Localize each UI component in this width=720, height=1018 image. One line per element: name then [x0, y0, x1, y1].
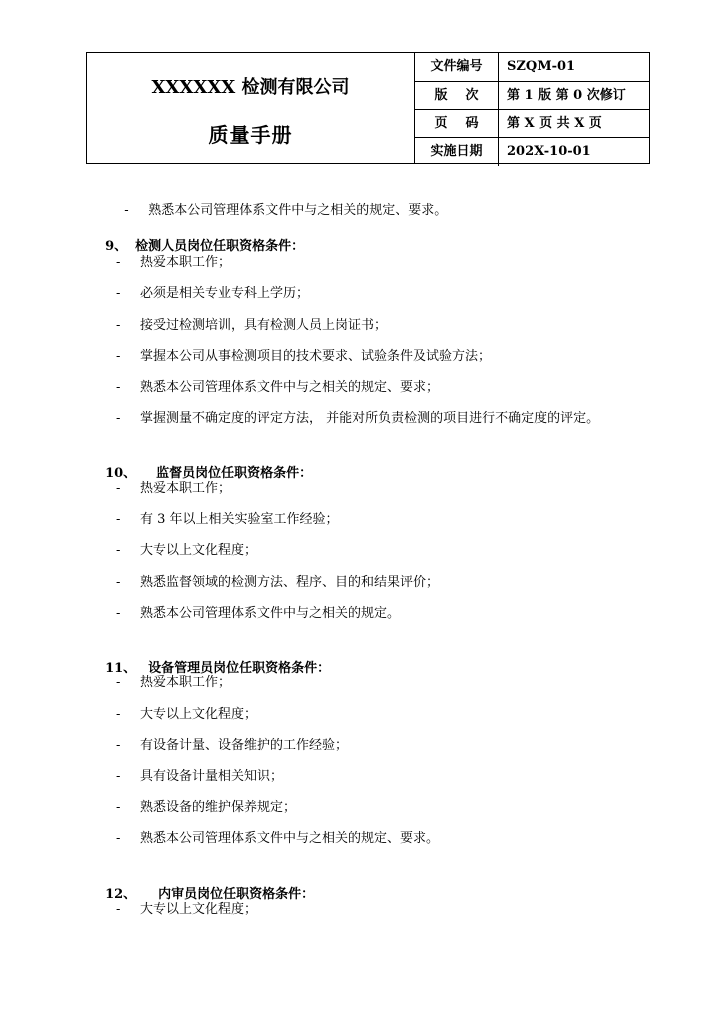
- list-item: [116, 285, 309, 303]
- meta-row-page: [415, 109, 649, 138]
- list-item: [116, 379, 439, 397]
- meta-row-edition: [415, 81, 649, 110]
- list-item-text: 有设备计量、设备维护的工作经验；: [140, 738, 349, 753]
- bullet-dash: -: [116, 707, 121, 722]
- document-header: [86, 52, 650, 164]
- list-item-text: 大专以上文化程度；: [140, 902, 258, 917]
- list-item-text: 掌握本公司从事检测项目的技术要求、试验条件及试验方法；: [140, 349, 492, 364]
- list-item-text: 熟悉本公司管理体系文件中与之相关的规定、要求。: [140, 831, 440, 846]
- meta-row-file-number: [415, 53, 649, 81]
- bullet-dash: -: [116, 543, 121, 558]
- list-item: [116, 317, 387, 335]
- section-heading-12: [96, 868, 314, 904]
- list-item: [116, 737, 348, 755]
- bullet-dash: -: [116, 512, 121, 527]
- bullet-dash: -: [116, 738, 121, 753]
- document-title: 质量手册: [208, 123, 293, 147]
- list-item: [116, 410, 599, 428]
- section-number: 9、: [105, 239, 128, 254]
- bullet-dash: -: [116, 286, 121, 301]
- list-item-text: 熟悉本公司管理体系文件中与之相关的规定。: [140, 606, 401, 621]
- bullet-dash: -: [124, 203, 129, 218]
- list-item-text: 大专以上文化程度；: [140, 707, 258, 722]
- bullet-dash: -: [116, 675, 121, 690]
- bullet-dash: -: [116, 255, 121, 270]
- section-heading-11: [96, 642, 330, 678]
- bullet-dash: -: [116, 606, 121, 621]
- list-item-text: 具有设备计量相关知识；: [140, 769, 284, 784]
- bullet-dash: -: [116, 411, 121, 426]
- meta-value: 第 1 版 第 0 次修订: [507, 88, 626, 103]
- list-item: [116, 605, 400, 623]
- header-title-cell: [87, 53, 415, 163]
- list-item: [116, 799, 296, 817]
- list-item: [116, 674, 231, 692]
- list-item: [116, 511, 339, 529]
- list-item-text: 熟悉监督领域的检测方法、程序、目的和结果评价；: [140, 575, 440, 590]
- list-item-text: 热爱本职工作；: [140, 675, 232, 690]
- list-item: [116, 768, 283, 786]
- list-item-text: 熟悉本公司管理体系文件中与之相关的规定、要求；: [140, 380, 440, 395]
- bullet-dash: -: [116, 575, 121, 590]
- section-number: 12、: [105, 887, 137, 902]
- list-item: [116, 348, 491, 366]
- section-heading-10: [96, 447, 312, 483]
- meta-label: 页 码: [415, 110, 499, 138]
- meta-label: 实施日期: [415, 138, 499, 166]
- list-item-text: 掌握测量不确定度的评定方法， 并能对所负责检测的项目进行不确定度的评定。: [140, 411, 600, 426]
- bullet-dash: -: [116, 769, 121, 784]
- meta-value: 第 X 页 共 X 页: [507, 116, 602, 131]
- bullet-dash: -: [116, 349, 121, 364]
- bullet-dash: -: [116, 831, 121, 846]
- company-name: XXXXXX 检测有限公司: [151, 77, 350, 98]
- list-item: [116, 830, 439, 848]
- list-item: [116, 480, 231, 498]
- section-number: 10、: [105, 466, 137, 481]
- list-item: [116, 184, 447, 220]
- bullet-dash: -: [116, 902, 121, 917]
- meta-value: 202X-10-01: [507, 144, 591, 159]
- list-item: [116, 901, 257, 919]
- section-title: 监督员岗位任职资格条件：: [156, 466, 313, 481]
- section-number: 11、: [105, 661, 137, 676]
- list-item-text: 熟悉本公司管理体系文件中与之相关的规定、要求。: [148, 203, 448, 218]
- meta-value: SZQM-01: [507, 59, 576, 74]
- list-item: [116, 706, 257, 724]
- section-heading-9: [96, 220, 304, 256]
- list-item: [116, 542, 257, 560]
- list-item-text: 大专以上文化程度；: [140, 543, 258, 558]
- list-item-text: 热爱本职工作；: [140, 481, 232, 496]
- bullet-dash: -: [116, 481, 121, 496]
- bullet-dash: -: [116, 318, 121, 333]
- list-item-text: 熟悉设备的维护保养规定；: [140, 800, 297, 815]
- list-item-text: 有 3 年以上相关实验室工作经验；: [140, 512, 339, 527]
- meta-row-effective-date: [415, 137, 649, 166]
- meta-label: 版 次: [415, 82, 499, 110]
- list-item-text: 必须是相关专业专科上学历；: [140, 286, 310, 301]
- list-item-text: 热爱本职工作；: [140, 255, 232, 270]
- list-item: [116, 574, 439, 592]
- section-title: 内审员岗位任职资格条件：: [158, 887, 315, 902]
- list-item: [116, 254, 231, 272]
- section-title: 设备管理员岗位任职资格条件：: [148, 661, 331, 676]
- meta-label: 文件编号: [415, 53, 499, 81]
- list-item-text: 接受过检测培训，具有检测人员上岗证书；: [140, 318, 388, 333]
- section-title: 检测人员岗位任职资格条件：: [135, 239, 305, 254]
- bullet-dash: -: [116, 380, 121, 395]
- bullet-dash: -: [116, 800, 121, 815]
